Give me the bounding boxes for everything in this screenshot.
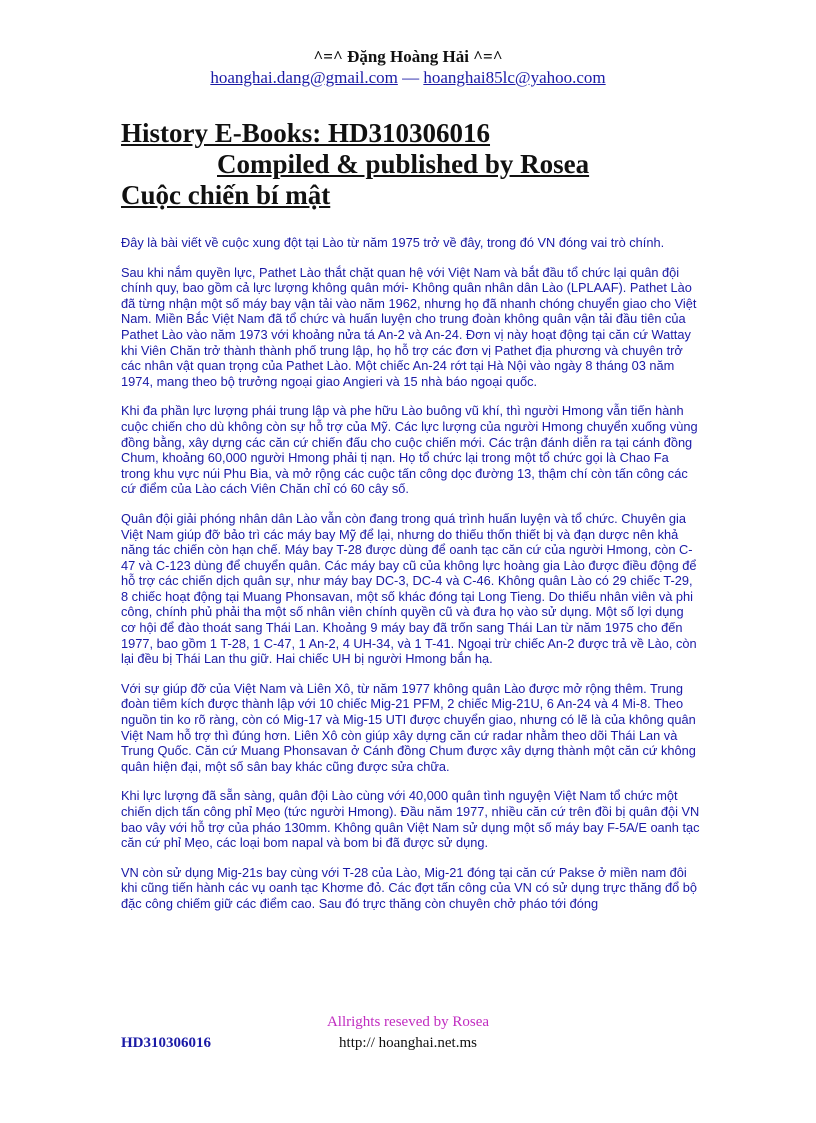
author-header — [0, 47, 816, 89]
email-link-gmail[interactable]: hoanghai.dang@gmail.com — [210, 68, 398, 87]
footer-code: HD310306016 — [121, 1035, 211, 1051]
paragraph: Quân đội giải phóng nhân dân Lào vẫn còn đang trong quá trình huấn luyện và tổ chức. Chuyên gia Việt Nam giúp đỡ bảo trì các máy bay Mỹ để lại, nhưng do thiếu thốn thiết bị và đạn dược nên khả năng tác chiến còn hạn chế. Máy bay T-28 được dùng để oanh tạc căn cứ của người Hmong, còn C-47 và C-123 dùng để chuyển quân. Các máy bay cũ của không lực hoàng gia Lào được điều động để hỗ trợ các chiến dịch quân sự, như máy bay DC-3, DC-4 và C-46. Không quân Lào có 29 chiếc T-29, 8 chiếc hoạt động tại Muang Phonsavan, một số khác đóng tại Long Tieng. Do thiếu nhân viên và phi công, chính phủ phải tha một số nhân viên chính quyền cũ và đưa họ vào sử dụng. Một số lợi dụng cơ hội để đào thoát sang Thái Lan. Khoảng 9 máy bay đã trốn sang Thái Lan từ năm 1975 cho đến 1977, bao gồm 1 T-28, 1 C-47, 1 An-2, 4 UH-34, và 1 T-41. Ngoại trừ chiếc An-2 được trả về Lào, còn lại đều bị Thái Lan thu giữ. Hai chiếc UH bị người Hmong bắn hạ. — [121, 510, 697, 667]
series-title: History E-Books: HD310306016 — [121, 118, 491, 148]
paragraph: Sau khi nắm quyền lực, Pathet Lào thắt chặt quan hệ với Việt Nam và bắt đầu tổ chức lại quân đội chính quy, bao gồm cả lực lượng không quân mới- Không quân nhân dân Lào (LPLAAF). Pathet Lào đã từng nhận một số máy bay vận tải vào năm 1962, nhưng họ đã nhanh chóng chuyển giao cho Việt Nam. Miền Bắc Việt Nam đã tổ chức và huấn luyện cho trung đoàn không quân vận tải đầu tiên của Pathet Lào vào năm 1973 với khoảng nửa tá An-2 và An-24. Đơn vị này hoạt động tại căn cứ Wattay khi Viên Chăn trở thành thành phố trung lập, họ hỗ trợ các đơn vị Pathet địa phương và chuyên trở các nhân vật quan trọng của Pathet Lào. Một chiếc An-24 rớt tại Hà Nội vào ngày 8 tháng 03 năm 1974, mang theo bộ trưởng ngoại giao Angieri và 15 nhà báo ngoại quốc. — [121, 264, 697, 389]
paragraph: VN còn sử dụng Mig-21s bay cùng với T-28 của Lào, Mig-21 đóng tại căn cứ Pakse ở miền nam đôi khi cũng tiến hành các vụ oanh tạc Khơme đỏ. Các đợt tấn công của VN có sử dụng trực thăng đổ bộ đặc công chiếm giữ các điểm cao. Sau đó trực thăng còn chuyên chở pháo tới đóng — [121, 864, 697, 911]
paragraph: Khi đa phần lực lượng phái trung lập và phe hữu Lào buông vũ khí, thì người Hmong vẫn tiến hành cuộc chiến cho dù không còn sự hỗ trợ của Mỹ. Các lực lượng của người Hmong chuyển xuống vùng đồng bằng, xây dựng các căn cứ chiến đấu cho cuộc chiến mới. Các trận đánh diễn ra tại cánh đồng Chum, khoảng 60,000 người Hmong phải tị nạn. Họ tổ chức lại trong một tổ chức gọi là Chao Fa trong khu vực núi Phu Bia, và mở rộng các cuộc tấn công dọc đường 13, thậm chí còn tấn công các cứ điểm của Lào cách Viên Chăn chỉ có 60 cây số. — [121, 403, 698, 497]
paragraph: Với sự giúp đỡ của Việt Nam và Liên Xô, từ năm 1977 không quân Lào được mở rộng thêm. Trung đoàn tiêm kích được thành lập với 10 chiếc Mig-21 PFM, 2 chiếc Mig-21U, 6 An-24 và 4 Mi-8. Theo nguồn tin ko rõ ràng, còn có Mig-17 và Mig-15 UTI được chuyển giao, nhưng có lẽ là của không quân Việt Nam hỗ trợ thì đúng hơn. Liên Xô còn giúp xây dựng căn cứ radar nhằm theo dõi Thái Lan và Trung Quốc. Căn cứ Muang Phonsavan ở Cánh đồng Chum được xây dựng thành một căn cứ không quân hiện đại, một số sân bay khác cũng được sửa chữa. — [121, 680, 696, 774]
article-title: Cuộc chiến bí mật — [121, 180, 331, 210]
author-name: ^=^ Đặng Hoàng Hải ^=^ — [313, 47, 503, 66]
publisher-title: Compiled & published by Rosea — [217, 149, 590, 179]
footer-url[interactable]: http:// hoanghai.net.ms — [339, 1035, 477, 1051]
paragraph: Đây là bài viết về cuộc xung đột tại Lào từ năm 1975 trở về đây, trong đó VN đóng vai trò chính. — [121, 235, 665, 250]
footer-rights: Allrights reseved by Rosea — [326, 1014, 490, 1030]
email-separator: — — [397, 68, 424, 87]
article-body — [121, 235, 701, 926]
author-emails — [0, 67, 816, 89]
title-block — [121, 118, 741, 211]
email-link-yahoo[interactable]: hoanghai85lc@yahoo.com — [423, 68, 606, 87]
paragraph: Khi lực lượng đã sẵn sàng, quân đội Lào cùng với 40,000 quân tình nguyện Việt Nam tổ chức một chiến dịch tấn công phỉ Mẹo (tức người Hmong). Đầu năm 1977, nhiều căn cứ trên đồi bị quân đội VN bao vây với hỗ trợ của pháo 130mm. Không quân Việt Nam sử dụng một số máy bay F-5A/E oanh tạc căn cứ phỉ Mẹo, các loại bom napal và bom bi đã được sử dụng. — [121, 788, 700, 851]
